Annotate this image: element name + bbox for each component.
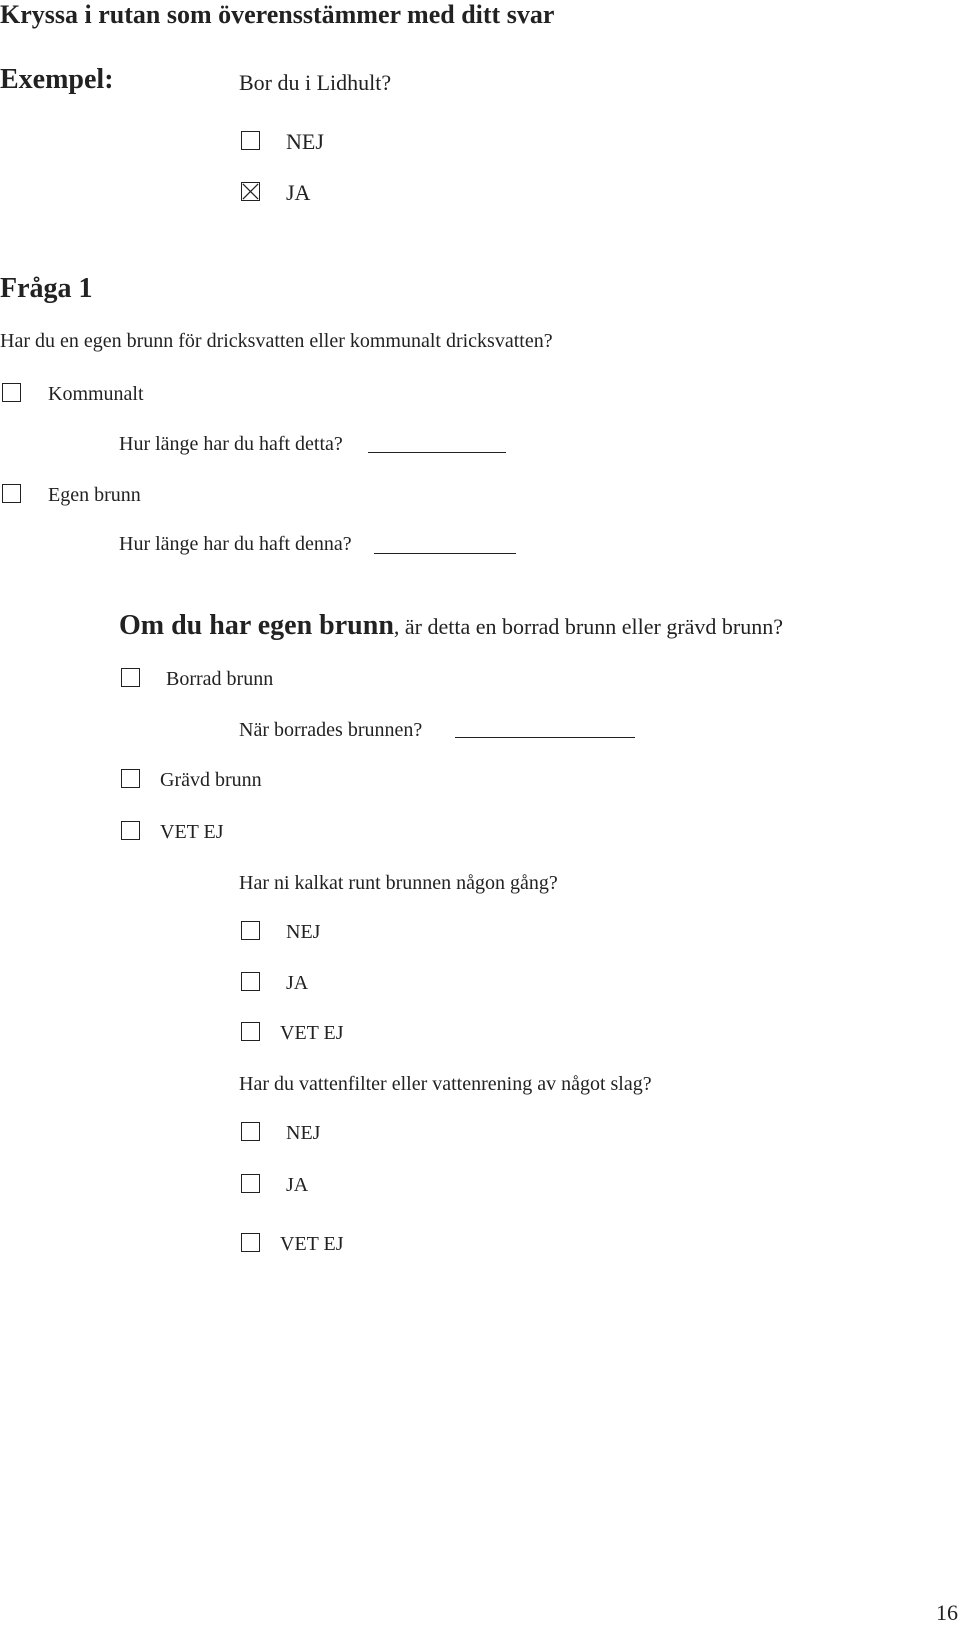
borrad-brunn-label: Borrad brunn xyxy=(166,668,274,690)
example-ja-checkbox[interactable] xyxy=(241,182,260,201)
well-type-question-rest: , är detta en borrad brunn eller grävd brunn? xyxy=(393,614,784,639)
question-1-text: Har du en egen brunn för dricksvatten eller kommunalt dricksvatten? xyxy=(0,330,553,352)
filter-nej-checkbox[interactable] xyxy=(241,1122,260,1141)
egen-brunn-duration-question: Hur länge har du haft denna? xyxy=(119,533,352,555)
page-title: Kryssa i rutan som överensstämmer med ditt svar xyxy=(0,0,555,29)
kalk-ja-label: JA xyxy=(286,972,309,994)
filter-nej-label: NEJ xyxy=(286,1122,321,1144)
example-ja-label: JA xyxy=(286,180,311,205)
egen-brunn-duration-answer-line[interactable] xyxy=(374,553,516,554)
kommunalt-checkbox[interactable] xyxy=(2,383,21,402)
borrad-year-question: När borrades brunnen? xyxy=(239,719,423,741)
kalk-vet-ej-label: VET EJ xyxy=(280,1022,344,1044)
well-vet-ej-label: VET EJ xyxy=(160,821,224,843)
kalk-nej-checkbox[interactable] xyxy=(241,921,260,940)
filter-ja-checkbox[interactable] xyxy=(241,1174,260,1193)
well-type-question xyxy=(119,612,783,640)
filter-question: Har du vattenfilter eller vattenrening av något slag? xyxy=(239,1073,652,1095)
kommunalt-duration-answer-line[interactable] xyxy=(368,452,506,453)
checked-x-icon xyxy=(242,183,259,200)
page-number: 16 xyxy=(936,1600,958,1625)
example-question: Bor du i Lidhult? xyxy=(239,70,392,95)
kalk-question: Har ni kalkat runt brunnen någon gång? xyxy=(239,872,558,894)
egen-brunn-label: Egen brunn xyxy=(48,484,141,506)
borrad-year-answer-line[interactable] xyxy=(455,737,635,738)
borrad-brunn-checkbox[interactable] xyxy=(121,668,140,687)
well-type-question-bold: Om du har egen brunn xyxy=(119,610,394,641)
kommunalt-label: Kommunalt xyxy=(48,383,144,405)
question-1-title: Fråga 1 xyxy=(0,273,93,304)
well-vet-ej-checkbox[interactable] xyxy=(121,821,140,840)
gravd-brunn-checkbox[interactable] xyxy=(121,769,140,788)
kalk-vet-ej-checkbox[interactable] xyxy=(241,1022,260,1041)
example-label: Exempel: xyxy=(0,64,114,95)
egen-brunn-checkbox[interactable] xyxy=(2,484,21,503)
filter-vet-ej-checkbox[interactable] xyxy=(241,1233,260,1252)
kalk-ja-checkbox[interactable] xyxy=(241,972,260,991)
kommunalt-duration-question: Hur länge har du haft detta? xyxy=(119,433,343,455)
filter-ja-label: JA xyxy=(286,1174,309,1196)
example-nej-checkbox[interactable] xyxy=(241,131,260,150)
example-nej-label: NEJ xyxy=(286,129,324,154)
gravd-brunn-label: Grävd brunn xyxy=(160,769,262,791)
filter-vet-ej-label: VET EJ xyxy=(280,1233,344,1255)
kalk-nej-label: NEJ xyxy=(286,921,321,943)
